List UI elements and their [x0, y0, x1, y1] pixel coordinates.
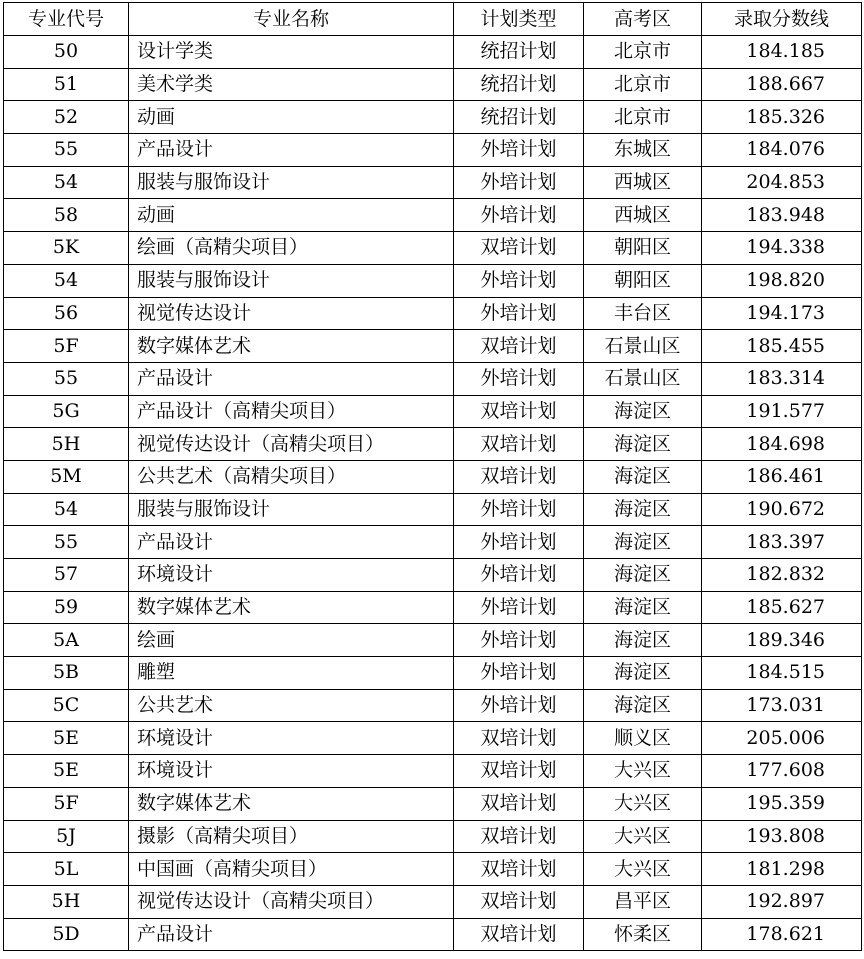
cell-plan-type: 外培计划 [454, 362, 584, 395]
cell-major-code: 5J [4, 820, 129, 853]
admission-score-table [3, 2, 862, 951]
cell-admission-score: 186.461 [702, 460, 862, 493]
cell-major-code: 5K [4, 232, 129, 265]
cell-exam-district: 东城区 [584, 134, 702, 167]
cell-major-name: 服装与服饰设计 [129, 493, 454, 526]
table-row [4, 559, 862, 592]
table-row [4, 918, 862, 951]
cell-exam-district: 西城区 [584, 166, 702, 199]
cell-plan-type: 外培计划 [454, 657, 584, 690]
cell-exam-district: 海淀区 [584, 428, 702, 461]
table-body [4, 36, 862, 951]
cell-admission-score: 194.338 [702, 232, 862, 265]
table-row [4, 166, 862, 199]
cell-admission-score: 178.621 [702, 918, 862, 951]
cell-exam-district: 丰台区 [584, 297, 702, 330]
header-admission-score: 录取分数线 [702, 3, 862, 36]
cell-exam-district: 海淀区 [584, 526, 702, 559]
cell-exam-district: 海淀区 [584, 460, 702, 493]
table-row [4, 591, 862, 624]
cell-major-code: 5F [4, 330, 129, 363]
cell-plan-type: 双培计划 [454, 820, 584, 853]
cell-major-name: 数字媒体艺术 [129, 591, 454, 624]
cell-exam-district: 海淀区 [584, 559, 702, 592]
cell-exam-district: 北京市 [584, 68, 702, 101]
cell-major-code: 50 [4, 36, 129, 69]
cell-exam-district: 石景山区 [584, 362, 702, 395]
cell-exam-district: 昌平区 [584, 885, 702, 918]
cell-major-name: 设计学类 [129, 36, 454, 69]
cell-major-name: 产品设计（高精尖项目） [129, 395, 454, 428]
cell-major-name: 公共艺术（高精尖项目） [129, 460, 454, 493]
cell-major-name: 动画 [129, 101, 454, 134]
header-row [4, 3, 862, 36]
cell-major-code: 5M [4, 460, 129, 493]
cell-admission-score: 183.397 [702, 526, 862, 559]
cell-plan-type: 外培计划 [454, 526, 584, 559]
cell-plan-type: 双培计划 [454, 885, 584, 918]
table-row [4, 199, 862, 232]
cell-major-name: 产品设计 [129, 526, 454, 559]
cell-exam-district: 大兴区 [584, 787, 702, 820]
cell-admission-score: 191.577 [702, 395, 862, 428]
cell-major-code: 55 [4, 134, 129, 167]
table-row [4, 101, 862, 134]
table-row [4, 755, 862, 788]
cell-admission-score: 205.006 [702, 722, 862, 755]
cell-major-code: 5D [4, 918, 129, 951]
cell-admission-score: 198.820 [702, 264, 862, 297]
cell-exam-district: 北京市 [584, 36, 702, 69]
cell-major-name: 摄影（高精尖项目） [129, 820, 454, 853]
table-row [4, 36, 862, 69]
cell-exam-district: 大兴区 [584, 820, 702, 853]
cell-admission-score: 189.346 [702, 624, 862, 657]
table-row [4, 787, 862, 820]
cell-major-code: 5A [4, 624, 129, 657]
cell-plan-type: 双培计划 [454, 853, 584, 886]
table-row [4, 722, 862, 755]
cell-major-name: 产品设计 [129, 362, 454, 395]
table-row [4, 526, 862, 559]
table-row [4, 134, 862, 167]
cell-exam-district: 海淀区 [584, 624, 702, 657]
table-row [4, 853, 862, 886]
cell-admission-score: 184.185 [702, 36, 862, 69]
table-row [4, 885, 862, 918]
cell-admission-score: 192.897 [702, 885, 862, 918]
cell-major-code: 5L [4, 853, 129, 886]
cell-admission-score: 183.314 [702, 362, 862, 395]
cell-major-code: 5G [4, 395, 129, 428]
cell-major-code: 5E [4, 722, 129, 755]
cell-major-name: 视觉传达设计 [129, 297, 454, 330]
table-row [4, 820, 862, 853]
cell-major-name: 绘画（高精尖项目） [129, 232, 454, 265]
cell-plan-type: 双培计划 [454, 395, 584, 428]
cell-major-code: 54 [4, 166, 129, 199]
cell-admission-score: 183.948 [702, 199, 862, 232]
cell-plan-type: 双培计划 [454, 232, 584, 265]
cell-major-name: 环境设计 [129, 755, 454, 788]
cell-major-code: 55 [4, 362, 129, 395]
cell-major-code: 54 [4, 264, 129, 297]
cell-major-name: 环境设计 [129, 559, 454, 592]
cell-plan-type: 双培计划 [454, 460, 584, 493]
cell-major-name: 产品设计 [129, 918, 454, 951]
cell-major-name: 环境设计 [129, 722, 454, 755]
admission-score-sheet [3, 2, 862, 951]
cell-admission-score: 193.808 [702, 820, 862, 853]
cell-plan-type: 外培计划 [454, 559, 584, 592]
cell-plan-type: 外培计划 [454, 166, 584, 199]
cell-plan-type: 外培计划 [454, 493, 584, 526]
cell-admission-score: 184.076 [702, 134, 862, 167]
table-row [4, 428, 862, 461]
table-row [4, 362, 862, 395]
cell-major-name: 服装与服饰设计 [129, 264, 454, 297]
cell-major-name: 数字媒体艺术 [129, 330, 454, 363]
cell-major-code: 58 [4, 199, 129, 232]
cell-plan-type: 外培计划 [454, 591, 584, 624]
cell-major-code: 5H [4, 885, 129, 918]
cell-major-code: 51 [4, 68, 129, 101]
cell-exam-district: 海淀区 [584, 657, 702, 690]
cell-plan-type: 统招计划 [454, 36, 584, 69]
cell-major-code: 54 [4, 493, 129, 526]
table-row [4, 395, 862, 428]
cell-major-code: 56 [4, 297, 129, 330]
table-row [4, 460, 862, 493]
header-major-name: 专业名称 [129, 3, 454, 36]
table-row [4, 68, 862, 101]
table-row [4, 689, 862, 722]
cell-exam-district: 大兴区 [584, 853, 702, 886]
cell-admission-score: 195.359 [702, 787, 862, 820]
cell-major-name: 数字媒体艺术 [129, 787, 454, 820]
cell-plan-type: 外培计划 [454, 199, 584, 232]
cell-major-code: 57 [4, 559, 129, 592]
cell-major-code: 59 [4, 591, 129, 624]
cell-admission-score: 184.698 [702, 428, 862, 461]
header-major-code: 专业代号 [4, 3, 129, 36]
cell-exam-district: 顺义区 [584, 722, 702, 755]
cell-major-code: 5E [4, 755, 129, 788]
table-row [4, 657, 862, 690]
cell-major-code: 55 [4, 526, 129, 559]
cell-major-code: 5C [4, 689, 129, 722]
cell-admission-score: 185.627 [702, 591, 862, 624]
cell-major-code: 52 [4, 101, 129, 134]
cell-plan-type: 统招计划 [454, 68, 584, 101]
cell-major-name: 绘画 [129, 624, 454, 657]
cell-plan-type: 外培计划 [454, 624, 584, 657]
cell-exam-district: 大兴区 [584, 755, 702, 788]
cell-admission-score: 204.853 [702, 166, 862, 199]
table-row [4, 264, 862, 297]
cell-admission-score: 185.326 [702, 101, 862, 134]
cell-major-name: 美术学类 [129, 68, 454, 101]
cell-admission-score: 190.672 [702, 493, 862, 526]
cell-plan-type: 双培计划 [454, 755, 584, 788]
cell-exam-district: 石景山区 [584, 330, 702, 363]
cell-admission-score: 182.832 [702, 559, 862, 592]
cell-major-name: 中国画（高精尖项目） [129, 853, 454, 886]
cell-plan-type: 双培计划 [454, 428, 584, 461]
cell-exam-district: 海淀区 [584, 591, 702, 624]
cell-exam-district: 朝阳区 [584, 264, 702, 297]
cell-plan-type: 外培计划 [454, 264, 584, 297]
cell-plan-type: 双培计划 [454, 918, 584, 951]
cell-admission-score: 194.173 [702, 297, 862, 330]
cell-plan-type: 双培计划 [454, 330, 584, 363]
cell-plan-type: 外培计划 [454, 689, 584, 722]
cell-major-code: 5H [4, 428, 129, 461]
cell-admission-score: 185.455 [702, 330, 862, 363]
cell-exam-district: 北京市 [584, 101, 702, 134]
cell-major-name: 公共艺术 [129, 689, 454, 722]
cell-major-name: 动画 [129, 199, 454, 232]
cell-exam-district: 西城区 [584, 199, 702, 232]
cell-admission-score: 184.515 [702, 657, 862, 690]
cell-major-code: 5B [4, 657, 129, 690]
table-row [4, 624, 862, 657]
cell-admission-score: 173.031 [702, 689, 862, 722]
cell-plan-type: 双培计划 [454, 722, 584, 755]
cell-admission-score: 188.667 [702, 68, 862, 101]
cell-major-name: 视觉传达设计（高精尖项目） [129, 428, 454, 461]
header-exam-district: 高考区 [584, 3, 702, 36]
cell-plan-type: 双培计划 [454, 787, 584, 820]
cell-exam-district: 怀柔区 [584, 918, 702, 951]
cell-plan-type: 外培计划 [454, 297, 584, 330]
cell-plan-type: 统招计划 [454, 101, 584, 134]
cell-major-code: 5F [4, 787, 129, 820]
table-row [4, 232, 862, 265]
cell-major-name: 视觉传达设计（高精尖项目） [129, 885, 454, 918]
cell-major-name: 产品设计 [129, 134, 454, 167]
cell-major-name: 雕塑 [129, 657, 454, 690]
cell-exam-district: 海淀区 [584, 689, 702, 722]
header-plan-type: 计划类型 [454, 3, 584, 36]
table-row [4, 297, 862, 330]
cell-exam-district: 海淀区 [584, 493, 702, 526]
cell-exam-district: 朝阳区 [584, 232, 702, 265]
cell-plan-type: 外培计划 [454, 134, 584, 167]
cell-exam-district: 海淀区 [584, 395, 702, 428]
table-row [4, 330, 862, 363]
cell-major-name: 服装与服饰设计 [129, 166, 454, 199]
table-row [4, 493, 862, 526]
cell-admission-score: 181.298 [702, 853, 862, 886]
cell-admission-score: 177.608 [702, 755, 862, 788]
